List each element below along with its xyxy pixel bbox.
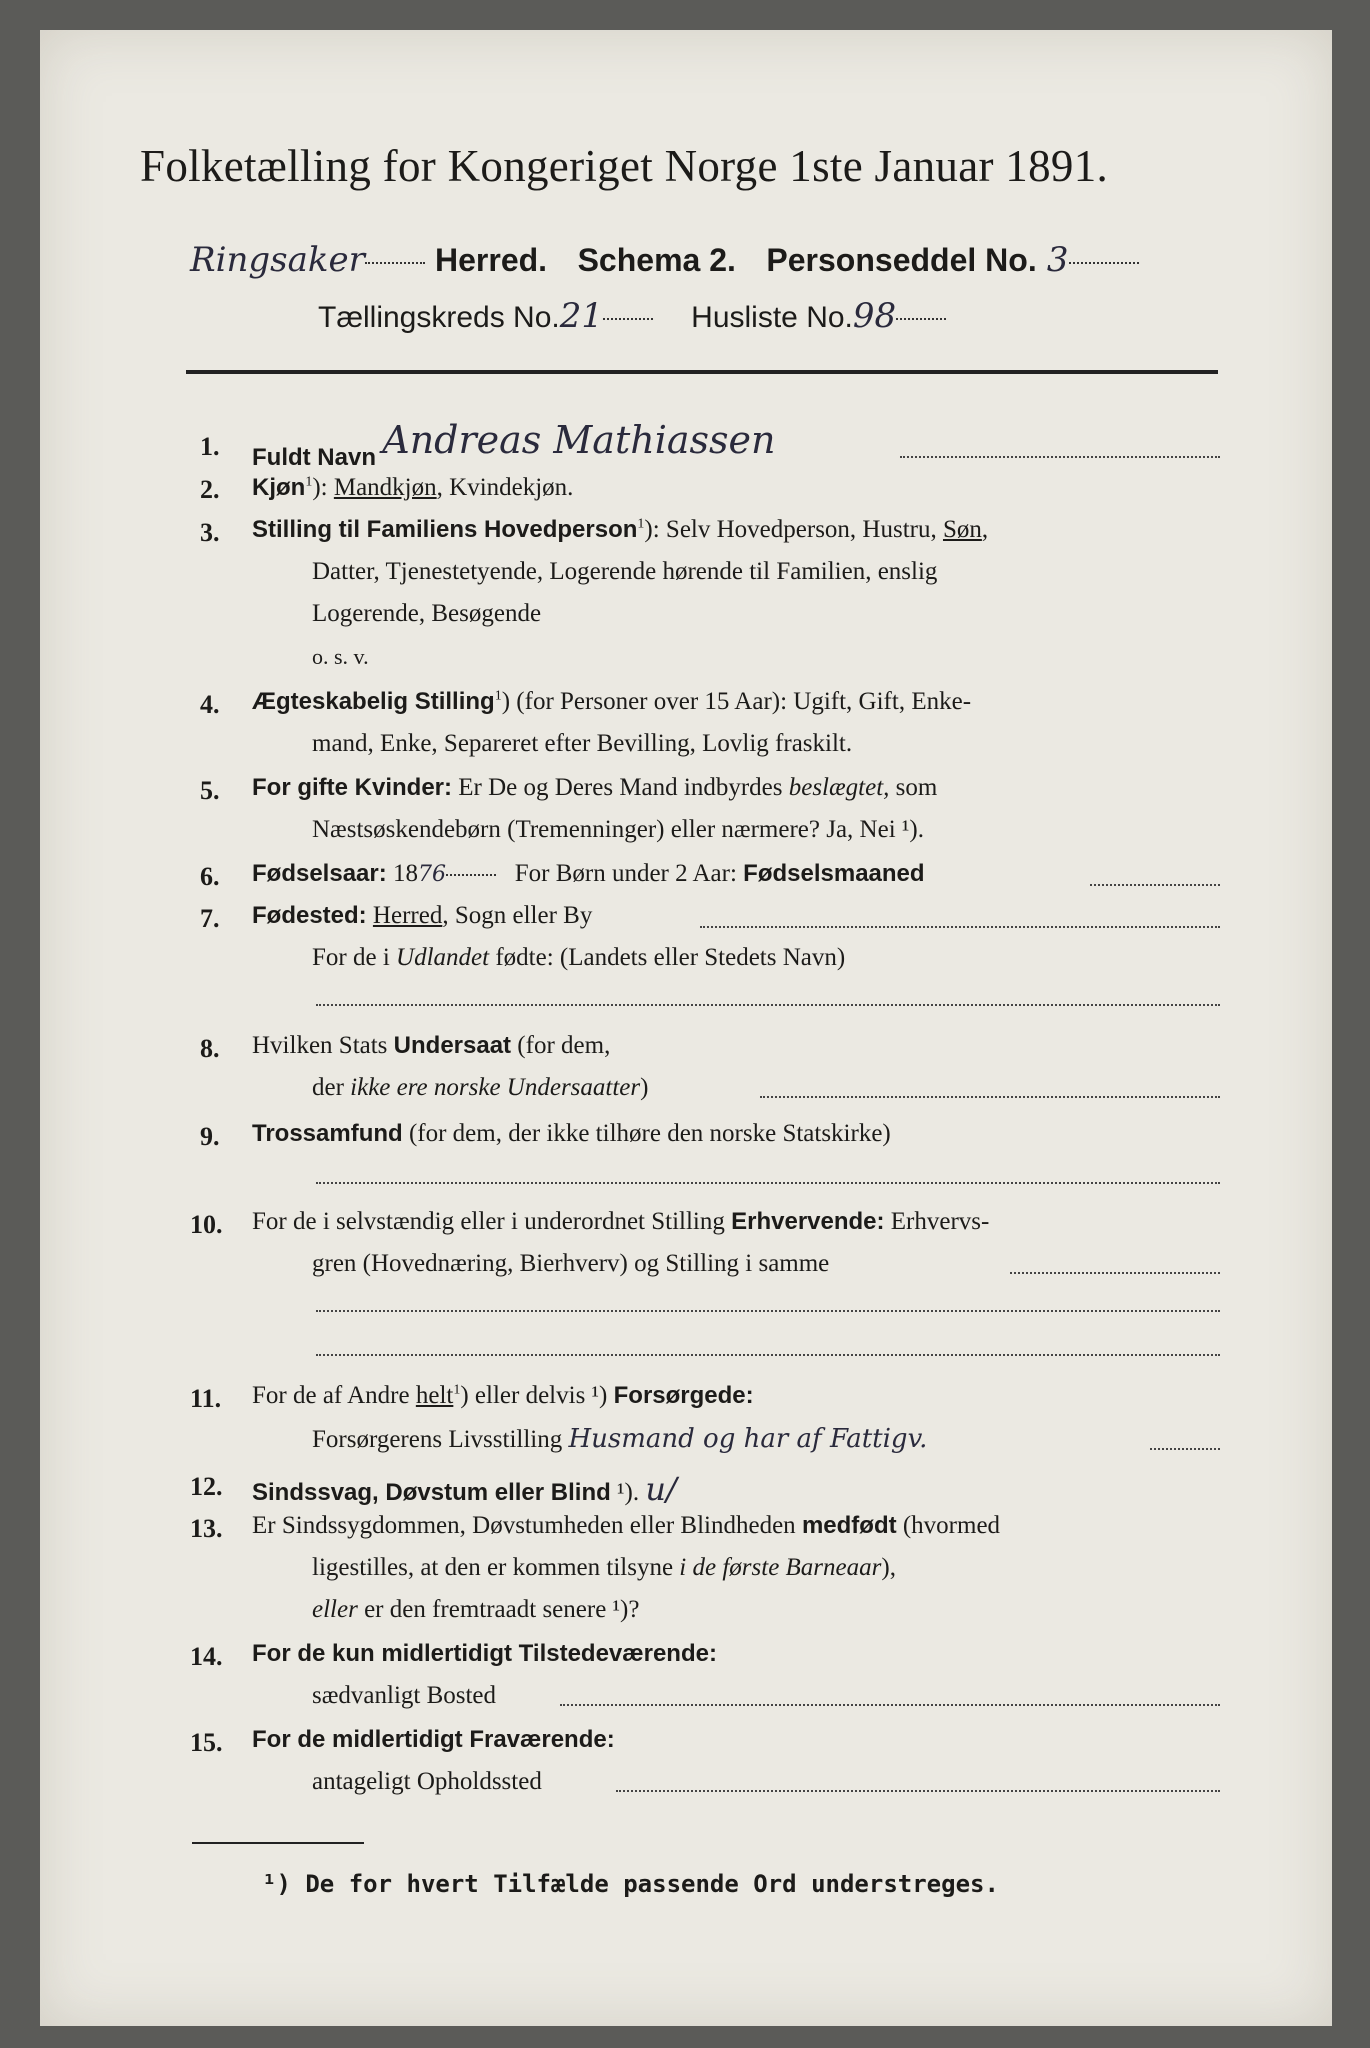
q8-label: Undersaat	[393, 1032, 512, 1059]
q7-opt-herred: Herred	[372, 902, 443, 929]
husliste-label: Husliste No.	[691, 301, 853, 334]
personseddel-label: Personseddel No.	[766, 242, 1037, 278]
q1-label: Fuldt Navn	[252, 444, 376, 471]
q9-dotline	[316, 1182, 1220, 1184]
q6-row	[252, 860, 925, 888]
q10-dotline2	[316, 1310, 1220, 1312]
q15-dotline	[616, 1790, 1220, 1792]
q6-year-prefix: 18	[392, 860, 418, 887]
q10-dotline3	[316, 1354, 1220, 1356]
q11-row2	[312, 1424, 927, 1454]
q13-line2b: ),	[881, 1554, 896, 1581]
footnote-rule	[192, 1842, 364, 1844]
q10-line1b: Erhvervs-	[884, 1208, 990, 1235]
q15-row1	[252, 1726, 615, 1754]
q15-label: For de midlertidigt Fraværende:	[252, 1726, 615, 1753]
q6-mid: For Børn under 2 Aar:	[514, 860, 744, 887]
q5-row1	[252, 774, 937, 802]
q14-number: 14.	[190, 1642, 223, 1671]
q10-row1	[252, 1208, 989, 1236]
q13-label: medfødt	[801, 1512, 897, 1539]
form-title: Folketælling for Kongeriget Norge 1ste Januar 1891.	[140, 141, 1109, 191]
q2-opt-kvindekjon: , Kvindekjøn.	[436, 474, 574, 501]
q11-line2: Forsørgerens Livsstilling	[312, 1426, 563, 1453]
q13-number: 13.	[190, 1514, 223, 1543]
q6-label2: Fødselsmaaned	[743, 860, 925, 887]
q6-label: Fødselsaar:	[252, 860, 387, 887]
q10-number: 10.	[190, 1210, 223, 1239]
q13-line2a: ligestilles, at den er kommen tilsyne	[312, 1554, 680, 1581]
personseddel-value: 3	[1046, 240, 1069, 280]
q11-label: Forsørgede:	[613, 1382, 754, 1409]
q9-number: 9.	[200, 1122, 220, 1151]
q14-dotline	[560, 1704, 1220, 1706]
kreds-line	[318, 296, 946, 336]
q3-line4: o. s. v.	[312, 644, 369, 669]
q12-number: 12.	[190, 1472, 223, 1501]
q13-line1a: Er Sindssygdommen, Døvstumheden eller Blindheden	[252, 1512, 802, 1539]
q5-line1a: Er De og Deres Mand indbyrdes	[458, 774, 789, 801]
q12-rest: ¹).	[610, 1479, 640, 1506]
q13-row1	[252, 1512, 1000, 1540]
q7-number: 7.	[200, 904, 220, 933]
q2-rest: ):	[312, 474, 334, 501]
q15-line2: antageligt Opholdssted	[312, 1768, 542, 1795]
q3-line1-end: ,	[981, 516, 989, 543]
q8-dotline	[760, 1096, 1220, 1098]
q2-opt-mandkjon: Mandkjøn	[333, 474, 437, 501]
q7-line2b: fødte: (Landets eller Stedets Navn)	[489, 944, 846, 971]
q13-line3b: er den fremtraadt senere ¹)?	[357, 1596, 640, 1623]
q8-row1	[252, 1032, 610, 1060]
q15-number: 15.	[190, 1728, 223, 1757]
q11-line1a: For de af Andre	[252, 1382, 416, 1409]
q11-dotline	[1150, 1448, 1220, 1450]
q3-row1	[252, 516, 988, 544]
q8-line2b: )	[640, 1074, 649, 1101]
q12-answer: u/	[645, 1470, 677, 1508]
q3-sup: 1	[637, 516, 645, 532]
q3-line2: Datter, Tjenestetyende, Logerende hørende til Familien, enslig	[312, 558, 938, 585]
q3-number: 3.	[200, 518, 220, 547]
q11-answer: Husmand og har af Fattigv.	[568, 1424, 928, 1454]
q6-year-value: 76	[417, 862, 446, 887]
herred-line	[190, 240, 1139, 280]
q14-row1	[252, 1640, 717, 1668]
q9-label: Trossamfund	[252, 1120, 403, 1147]
q2-label: Kjøn	[252, 474, 306, 501]
q2-row	[252, 474, 573, 502]
q8-line2-italic: ikke ere norske Undersaatter	[350, 1074, 641, 1101]
q8-number: 8.	[200, 1034, 220, 1063]
q6-dotline	[1090, 884, 1220, 886]
q11-line1b: ) eller delvis ¹)	[460, 1382, 614, 1409]
schema-label: Schema 2.	[577, 242, 736, 278]
q7-dotline1	[700, 926, 1220, 928]
q3-line1: ): Selv Hovedperson, Hustru,	[644, 516, 943, 543]
q7-label: Fødested:	[252, 902, 367, 929]
q1-number: 1.	[200, 432, 220, 461]
q5-line1-italic: beslægtet,	[788, 774, 890, 801]
q4-row1	[252, 688, 971, 716]
q5-label: For gifte Kvinder:	[252, 774, 453, 801]
kreds-label: Tællingskreds No.	[318, 301, 560, 334]
q10-line1a: For de i selvstændig eller i underordnet Stilling	[252, 1208, 732, 1235]
q13-line2-italic: i de første Barneaar	[679, 1554, 882, 1581]
herred-value: Ringsaker	[190, 240, 365, 280]
q9-row	[252, 1120, 891, 1148]
husliste-value: 98	[852, 296, 897, 336]
q4-line1: ) (for Personer over 15 Aar): Ugift, Gift, Enke-	[501, 688, 972, 715]
q14-label: For de kun midlertidigt Tilstedeværende:	[252, 1640, 717, 1667]
q5-line1b: som	[889, 774, 938, 801]
footnote: ¹) De for hvert Tilfælde passende Ord understreges.	[262, 1870, 999, 1898]
q4-number: 4.	[200, 690, 220, 719]
q7-row2	[312, 944, 845, 972]
q11-number: 11.	[190, 1384, 222, 1413]
q7-line2a: For de i	[312, 944, 397, 971]
q1-answer: Andreas Mathiassen	[382, 418, 776, 462]
q6-number: 6.	[200, 862, 220, 891]
herred-label: Herred.	[435, 242, 548, 278]
q11-opt-helt: helt	[415, 1382, 454, 1409]
q13-row3	[312, 1596, 639, 1624]
q11-row1	[252, 1382, 754, 1410]
q10-line2: gren (Hovednæring, Bierhverv) og Stilling i samme	[312, 1250, 830, 1277]
q7-line2-italic: Udlandet	[396, 944, 490, 971]
q8-line2a: der	[312, 1074, 351, 1101]
q3-line3: Logerende, Besøgende	[312, 600, 542, 627]
q12-row	[252, 1470, 677, 1508]
q13-line1b: (hvormed	[896, 1512, 1001, 1539]
q2-number: 2.	[200, 475, 220, 504]
q8-line1b: (for dem,	[511, 1032, 611, 1059]
q3-label: Stilling til Familiens Hovedperson	[252, 516, 638, 543]
q5-number: 5.	[200, 776, 220, 805]
q12-label: Sindssvag, Døvstum eller Blind	[252, 1479, 611, 1506]
q13-line3-italic: eller	[312, 1596, 358, 1623]
q9-line1: (for dem, der ikke tilhøre den norske Statskirke)	[402, 1120, 891, 1147]
q10-dotline1	[1010, 1272, 1220, 1274]
q7-dotline2	[316, 1004, 1220, 1006]
q7-row1	[252, 902, 592, 930]
q13-row2	[312, 1554, 896, 1582]
q14-line2: sædvanligt Bosted	[312, 1682, 497, 1709]
q8-row2	[312, 1074, 648, 1102]
q8-line1a: Hvilken Stats	[252, 1032, 394, 1059]
q7-rest: , Sogn eller By	[442, 902, 593, 929]
q5-line2: Næstsøskendebørn (Tremenninger) eller nærmere? Ja, Nei ¹).	[312, 816, 924, 843]
header-rule	[186, 370, 1218, 374]
q1-dotline	[900, 456, 1220, 458]
kreds-value: 21	[559, 296, 604, 336]
q2-sup: 1	[305, 474, 313, 490]
q11-sup: 1	[453, 1382, 461, 1398]
q10-label: Erhvervende:	[731, 1208, 885, 1235]
q4-label: Ægteskabelig Stilling	[252, 688, 495, 715]
q3-opt-son: Søn	[942, 516, 982, 543]
q4-line2: mand, Enke, Separeret efter Bevilling, Lovlig fraskilt.	[312, 730, 853, 757]
q1-row	[252, 418, 776, 474]
q4-sup: 1	[494, 688, 502, 704]
